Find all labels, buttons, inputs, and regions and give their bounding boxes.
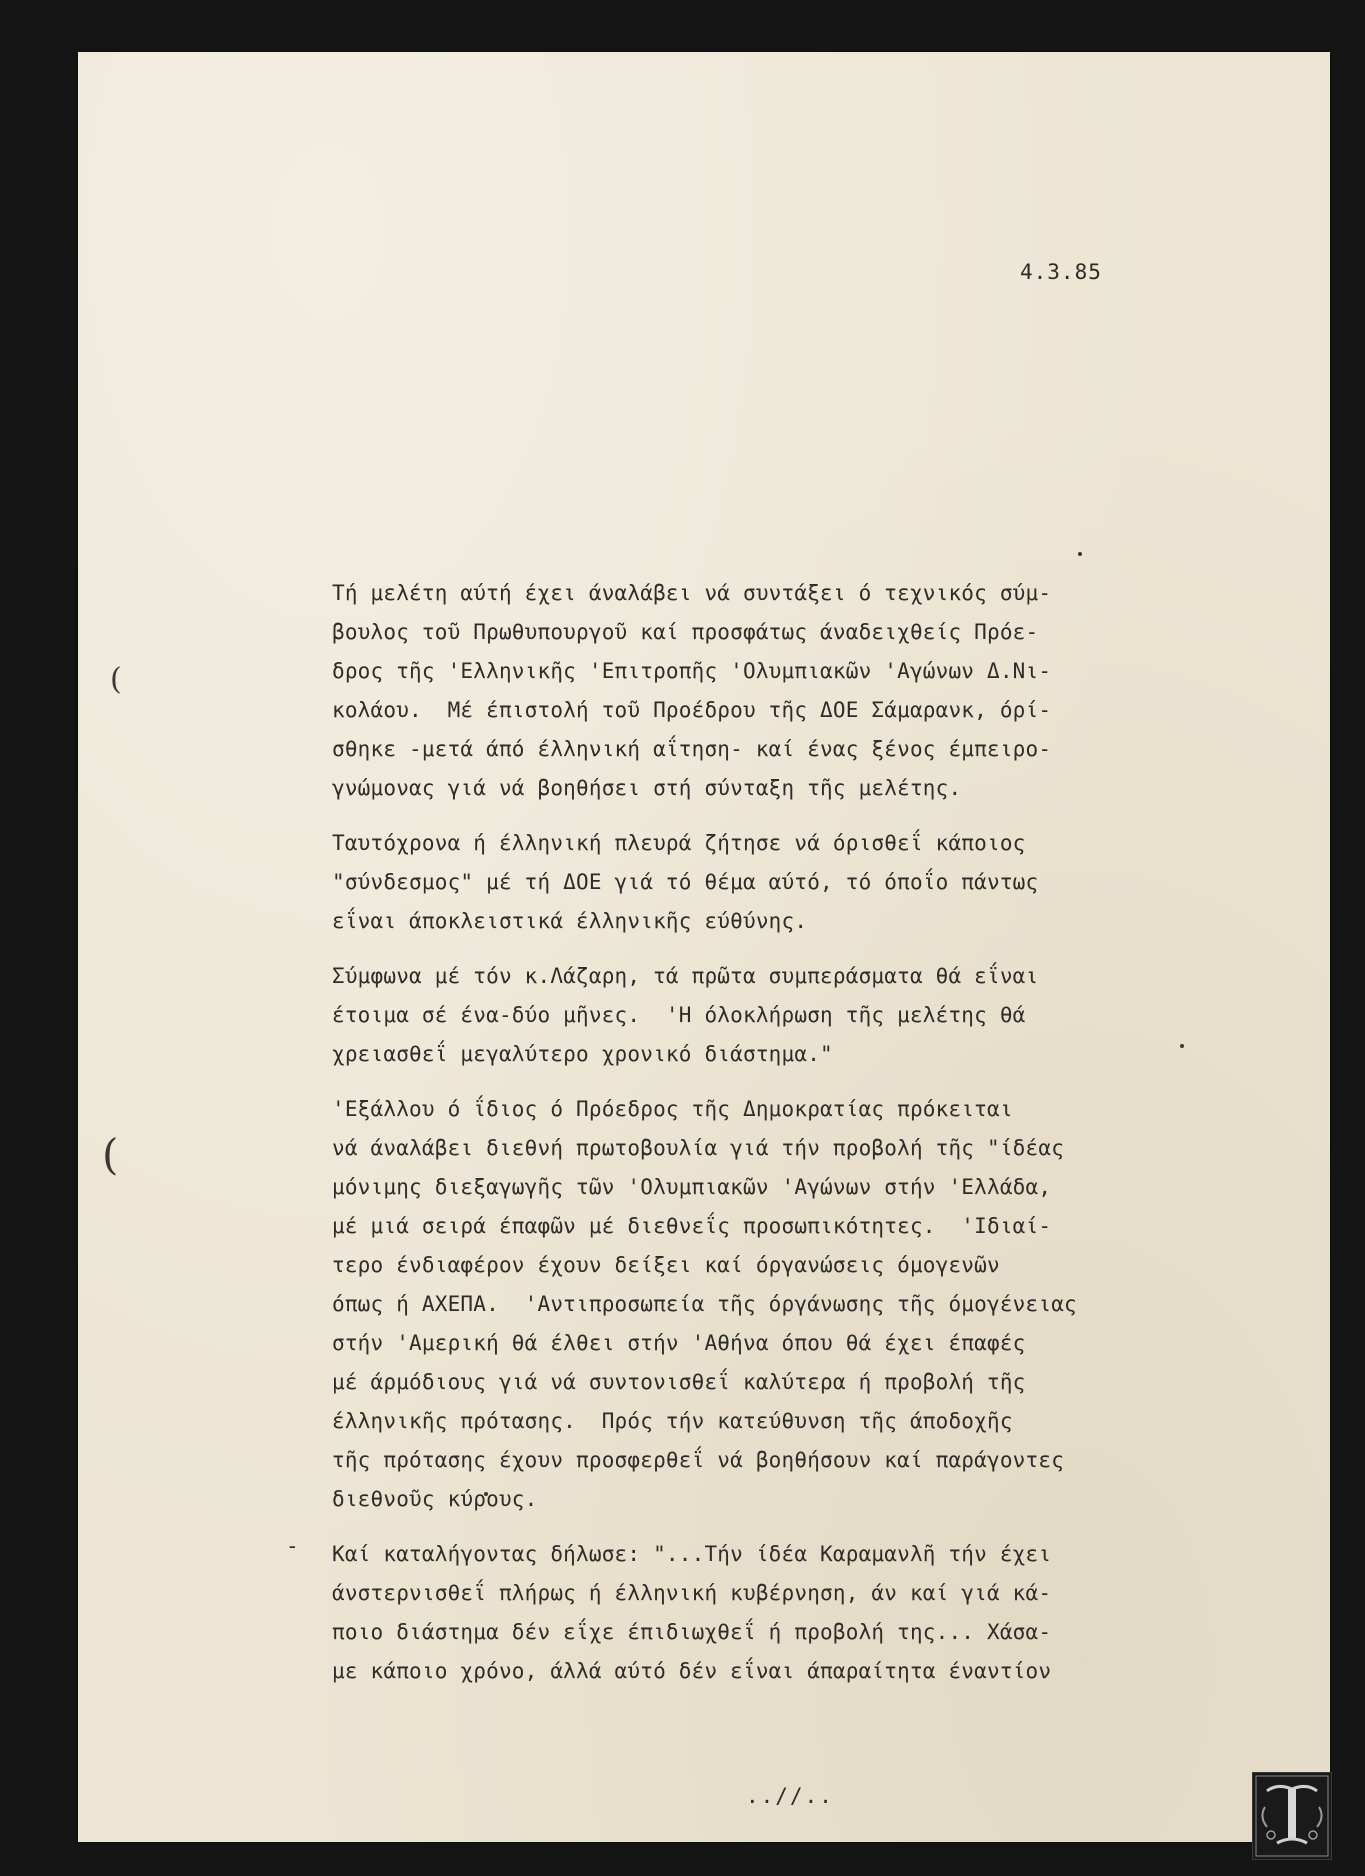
page-continuation-mark: ..//.. [746, 1784, 834, 1808]
archive-logo-icon [1252, 1772, 1332, 1860]
margin-bracket-mark: ( [102, 1130, 119, 1179]
text-line: μόνιμης διεξαγωγῆς τῶν 'Ολυμπιακῶν 'Αγώνων στήν 'Ελλάδα, [332, 1175, 1052, 1199]
text-line: όπως ή ΑΧΕΠΑ. 'Αντιπροσωπεία τῆς όργάνωσης τῆς όμογένειας [332, 1292, 1077, 1316]
text-line: με κάποιο χρόνο, άλλά αύτό δέν εΐναι άπαραίτητα έναντίον [332, 1659, 1052, 1683]
text-line: βουλος τοῦ Πρωθυπουργοῦ καί προσφάτως άναδειχθείς Πρόε- [332, 620, 1039, 644]
text-line: άνστερνισθεΐ πλήρως ή έλληνική κυβέρνηση, άν καί γιά κά- [332, 1581, 1052, 1605]
text-line: χρειασθεΐ μεγαλύτερο χρονικό διάστημα." [332, 1042, 833, 1066]
text-line: "σύνδεσμος" μέ τή ΔΟΕ γιά τό θέμα αύτό, τό όποΐο πάντως [332, 870, 1039, 894]
text-line: δρος τῆς 'Ελληνικῆς 'Επιτροπῆς 'Ολυμπιακῶν 'Αγώνων Δ.Νι- [332, 659, 1052, 683]
text-line: Τή μελέτη αύτή έχει άναλάβει νά συντάξει ό τεχνικός σύμ- [332, 581, 1052, 605]
text-line: γνώμονας γιά νά βοηθήσει στή σύνταξη τῆς μελέτης. [332, 776, 962, 800]
text-line: νά άναλάβει διεθνή πρωτοβουλία γιά τήν προβολή τῆς "ίδέας [332, 1136, 1065, 1160]
list-dash: - [286, 1534, 299, 1558]
text-line: Καί καταλήγοντας δήλωσε: "...Τήν ίδέα Καραμανλῆ τήν έχει [332, 1542, 1052, 1566]
text-line: εΐναι άποκλειστικά έλληνικῆς εύθύνης. [332, 909, 808, 933]
text-line: έτοιμα σέ ένα-δύο μῆνες. 'Η όλοκλήρωση τῆς μελέτης θά [332, 1003, 1026, 1027]
ink-speck [1078, 552, 1082, 556]
text-line: κολάου. Μέ έπιστολή τοῦ Προέδρου τῆς ΔΟΕ Σάμαρανκ, όρί- [332, 698, 1052, 722]
text-line: διεθνοῦς κύρους. [332, 1487, 538, 1511]
margin-bracket-mark: ( [110, 662, 122, 697]
paragraph [332, 957, 1272, 1074]
text-line: Σύμφωνα μέ τόν κ.Λάζαρη, τά πρῶτα συμπεράσματα θά εΐναι [332, 964, 1039, 988]
text-line: έλληνικῆς πρότασης. Πρός τήν κατεύθυνση τῆς άποδοχῆς [332, 1409, 1013, 1433]
text-line: τῆς πρότασης έχουν προσφερθεΐ νά βοηθήσουν καί παράγοντες [332, 1448, 1065, 1472]
text-line: μέ άρμόδιους γιά νά συντονισθεΐ καλύτερα ή προβολή τῆς [332, 1370, 1026, 1394]
document-date: 4.3.85 [1020, 260, 1102, 284]
paragraph [332, 574, 1272, 808]
text-line: σθηκε -μετά άπό έλληνική αΐτηση- καί ένας ξένος έμπειρο- [332, 737, 1052, 761]
document-body [332, 574, 1272, 1707]
text-line: μέ μιά σειρά έπαφῶν μέ διεθνεΐς προσωπικότητες. 'Ιδιαί- [332, 1214, 1052, 1238]
paragraph [332, 824, 1272, 941]
text-line: Ταυτόχρονα ή έλληνική πλευρά ζήτησε νά όρισθεΐ κάποιος [332, 831, 1026, 855]
text-line: στήν 'Αμερική θά έλθει στήν 'Αθήνα όπου θά έχει έπαφές [332, 1331, 1026, 1355]
text-line: τερο ένδιαφέρον έχουν δείξει καί όργανώσεις όμογενῶν [332, 1253, 1000, 1277]
document-page [78, 52, 1330, 1842]
text-line: ποιο διάστημα δέν εΐχε έπιδιωχθεΐ ή προβολή της... Χάσα- [332, 1620, 1052, 1644]
paragraph [332, 1535, 1272, 1691]
paragraph [332, 1090, 1272, 1519]
text-line: 'Εξάλλου ό ΐδιος ό Πρόεδρος τῆς Δημοκρατίας πρόκειται [332, 1097, 1013, 1121]
